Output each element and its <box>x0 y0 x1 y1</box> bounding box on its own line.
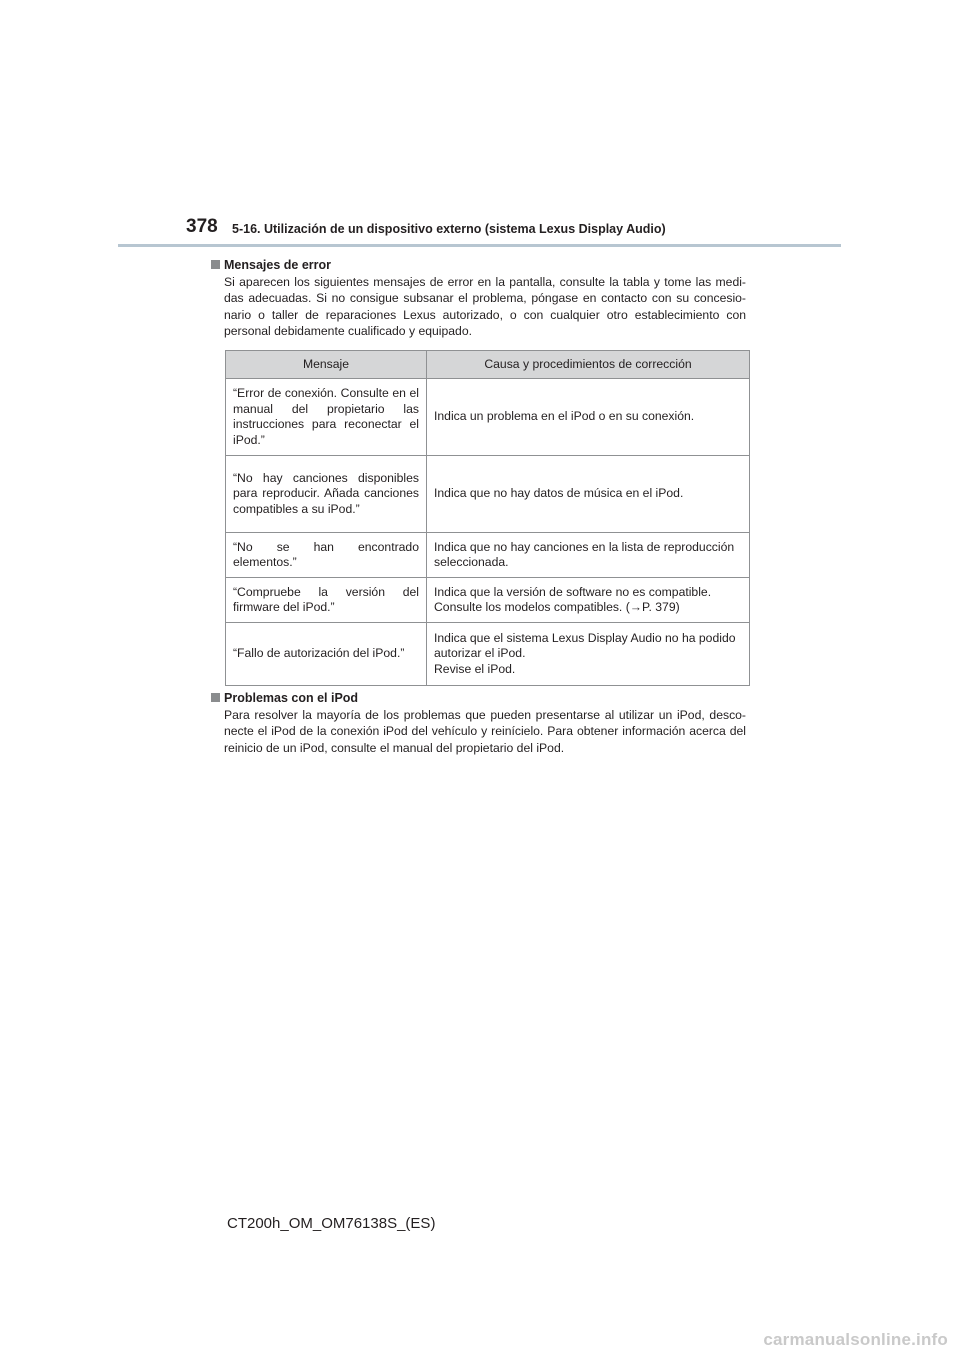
table-row <box>226 456 750 533</box>
section-error-messages <box>211 257 746 340</box>
table-row <box>226 533 750 578</box>
cause-cell: Indica que no hay datos de música en el iPod. <box>427 456 750 533</box>
square-bullet-icon <box>211 260 220 269</box>
section-ipod-problems <box>211 690 746 756</box>
cross-reference-link[interactable]: Consulte los modelos compatibles. (→P. 379) <box>434 600 680 614</box>
column-header-cause: Causa y procedimientos de corrección <box>427 351 750 379</box>
section-heading-text: Mensajes de error <box>224 258 331 272</box>
section-heading <box>211 690 746 706</box>
table-row <box>226 623 750 686</box>
cause-line: Revise el iPod. <box>434 661 516 676</box>
cause-cell <box>427 578 750 623</box>
table-row <box>226 379 750 456</box>
column-header-message: Mensaje <box>226 351 427 379</box>
square-bullet-icon <box>211 693 220 702</box>
cause-line: Indica que el sistema Lexus Display Audio no ha podido autorizar el iPod. <box>434 630 736 661</box>
table-header-row <box>226 351 750 379</box>
message-cell: “Compruebe la versión del firmware del iPod.” <box>226 578 427 623</box>
error-messages-table <box>225 350 750 686</box>
message-cell: “Fallo de autorización del iPod.” <box>226 623 427 686</box>
cause-line: Indica que la versión de software no es compatible. <box>434 584 712 599</box>
section-heading-text: Problemas con el iPod <box>224 691 359 705</box>
section-paragraph: Si aparecen los siguientes mensajes de error en la pantalla, consulte la tabla y tome las medi-das adecuadas. Si no consigue subsanar el problema, póngase en contacto con su concesio-nario o taller de reparaciones Lexus autorizado, o con cualquier otro establecimiento con personal debidamente cualificado y equipado. <box>224 275 746 339</box>
message-cell: “No hay canciones disponibles para reproducir. Añada canciones compatibles a su iPod.” <box>226 456 427 533</box>
page-number: 378 <box>186 216 218 237</box>
header-divider <box>118 244 841 247</box>
running-header-title: 5-16. Utilización de un dispositivo externo (sistema Lexus Display Audio) <box>232 222 666 236</box>
section-paragraph: Para resolver la mayoría de los problemas que pueden presentarse al utilizar un iPod, desco-necte el iPod de la conexión iPod del vehículo y reinícielo. Para obtener información acerca del reinicio de un iPod, consulte el manual del propietario del iPod. <box>224 708 746 755</box>
cause-cell <box>427 623 750 686</box>
table-row <box>226 578 750 623</box>
cause-cell: Indica que no hay canciones en la lista de reproducción seleccionada. <box>427 533 750 578</box>
watermark-logo: carmanualsonline.info <box>763 1330 948 1349</box>
cause-cell: Indica un problema en el iPod o en su conexión. <box>427 379 750 456</box>
message-cell: “Error de conexión. Consulte en el manual del propietario las instrucciones para reconectar el iPod.” <box>226 379 427 456</box>
section-heading <box>211 257 746 273</box>
message-cell: “No se han encontrado elementos.” <box>226 533 427 578</box>
footer-document-code: CT200h_OM_OM76138S_(ES) <box>227 1215 436 1232</box>
